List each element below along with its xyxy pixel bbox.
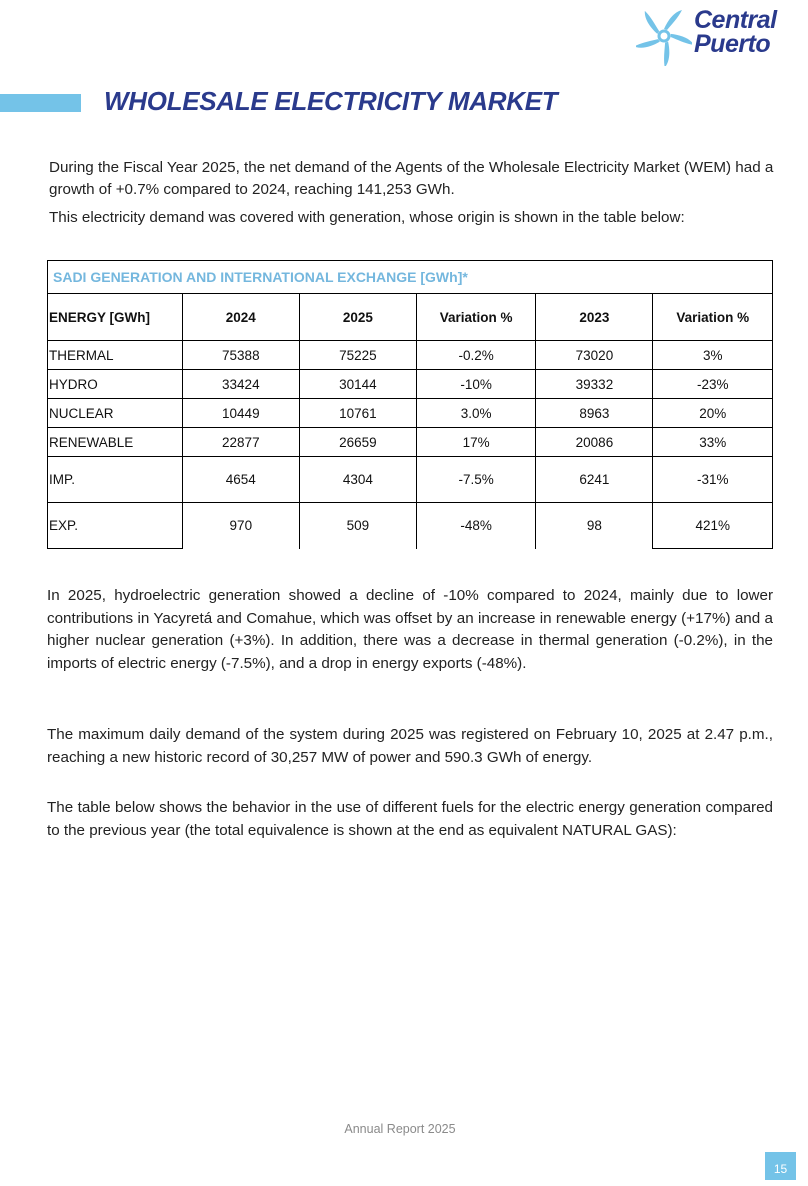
title-accent-bar [0, 94, 81, 112]
table-cell: HYDRO [48, 370, 183, 399]
table-cell: -48% [416, 503, 536, 549]
table-row [48, 457, 773, 503]
central-puerto-logo [636, 6, 802, 66]
table-row [48, 503, 773, 549]
table-cell: 39332 [536, 370, 653, 399]
table-cell: 509 [299, 503, 416, 549]
table-cell: 98 [536, 503, 653, 549]
sadi-generation-table [47, 260, 773, 549]
logo-wordmark [694, 8, 777, 56]
table-header-row [48, 294, 773, 341]
fuels-paragraph: The table below shows the behavior in the use of different fuels for the electric energy generation compared to the previous year (the total equivalence is shown at the end as equivalent NATURAL GAS): [47, 799, 773, 839]
turbine-logo-icon [636, 6, 692, 66]
logo-line-1: Central [694, 6, 777, 34]
column-header: Variation % [653, 294, 773, 341]
max-demand-paragraph: The maximum daily demand of the system during 2025 was registered on February 10, 2025 at 2.47 p.m., reaching a new historic record of 30,257 MW of power and 590.3 GWh of energy. [47, 726, 773, 766]
table-cell: 33% [653, 428, 773, 457]
column-header: ENERGY [GWh] [48, 294, 183, 341]
table-cell: 20086 [536, 428, 653, 457]
table-cell: 421% [653, 503, 773, 549]
intro-paragraph-2: This electricity demand was covered with generation, whose origin is shown in the table below: [49, 209, 685, 226]
table-cell: 4304 [299, 457, 416, 503]
table-cell: -10% [416, 370, 536, 399]
table-cell: 17% [416, 428, 536, 457]
table-cell: 10761 [299, 399, 416, 428]
table-cell: 4654 [182, 457, 299, 503]
table-cell: 20% [653, 399, 773, 428]
table-cell: RENEWABLE [48, 428, 183, 457]
table-cell: 970 [182, 503, 299, 549]
table-cell: THERMAL [48, 341, 183, 370]
table-cell: 33424 [182, 370, 299, 399]
table-cell: -7.5% [416, 457, 536, 503]
table-cell: 30144 [299, 370, 416, 399]
table-cell: 10449 [182, 399, 299, 428]
table-caption: SADI GENERATION AND INTERNATIONAL EXCHANGE [GWh]* [48, 261, 773, 294]
table-row [48, 428, 773, 457]
page-number: 15 [765, 1152, 796, 1180]
table-cell: EXP. [48, 503, 183, 549]
table-caption-row [48, 261, 773, 294]
page-title: WHOLESALE ELECTRICITY MARKET [104, 86, 558, 116]
table-cell: -0.2% [416, 341, 536, 370]
table-row [48, 341, 773, 370]
table-cell: 6241 [536, 457, 653, 503]
table-row [48, 370, 773, 399]
table-cell: IMP. [48, 457, 183, 503]
analysis-paragraph: In 2025, hydroelectric generation showed a decline of -10% compared to 2024, mainly due to lower contributions in Yacyretá and Comahue, which was offset by an increase in renewable energy (+17%) and a higher nuclear generation (+3%). In addition, there was a decrease in thermal generation (-0.2%), in the imports of electric energy (-7.5%), and a drop in energy exports (-48%). [47, 587, 773, 672]
table-cell: -23% [653, 370, 773, 399]
intro-section [49, 157, 805, 235]
column-header: 2025 [299, 294, 416, 341]
logo-line-2: Puerto [694, 30, 771, 58]
table-cell: 75388 [182, 341, 299, 370]
table-cell: 3% [653, 341, 773, 370]
table-cell: 26659 [299, 428, 416, 457]
column-header: Variation % [416, 294, 536, 341]
table-cell: 73020 [536, 341, 653, 370]
table-cell: 8963 [536, 399, 653, 428]
table-cell: 22877 [182, 428, 299, 457]
intro-paragraph-1: During the Fiscal Year 2025, the net demand of the Agents of the Wholesale Electricity Market (WEM) had a growth of +0.7% compared to 2024, reaching 141,253 GWh. [49, 159, 774, 198]
table-row [48, 399, 773, 428]
footer-report-label: Annual Report 2025 [344, 1122, 456, 1136]
table-cell: 75225 [299, 341, 416, 370]
column-header: 2024 [182, 294, 299, 341]
table-cell: 3.0% [416, 399, 536, 428]
table-cell: -31% [653, 457, 773, 503]
column-header: 2023 [536, 294, 653, 341]
table-cell: NUCLEAR [48, 399, 183, 428]
